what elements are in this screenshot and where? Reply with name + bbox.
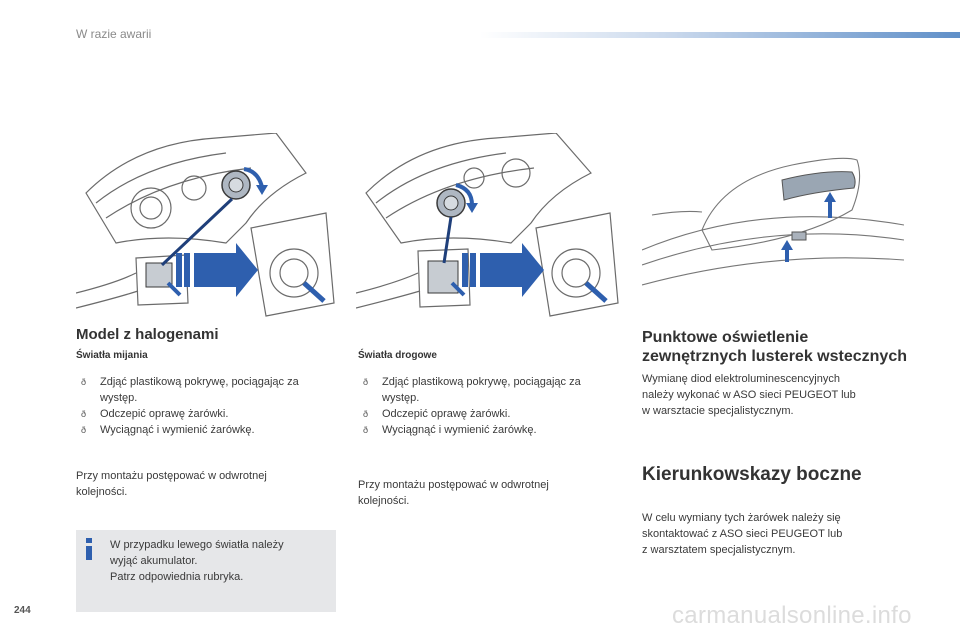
info-text: W przypadku lewego światła należy wyjąć akumulator. Patrz odpowiednia rubryka. (110, 539, 284, 583)
mirror-illustration (642, 140, 904, 290)
info-icon (84, 538, 94, 560)
list-item: ð Wyciągnąć i wymienić żarówkę. (76, 422, 336, 438)
section-header: W razie awarii (76, 27, 152, 41)
side-indicators-title: Kierunkowskazy boczne (642, 464, 862, 485)
low-beam-note: Przy montażu postępować w odwrotnej kolejności. (76, 470, 267, 498)
mirror-lights-text: Wymianę diod elektroluminescencyjnych należy wykonać w ASO sieci PEUGEOT lub w warsztacie specjalistycznym. (642, 373, 856, 417)
list-item: ð Zdjąć plastikową pokrywę, pociągając za występ. (358, 374, 620, 406)
high-beam-steps (358, 374, 620, 438)
low-beam-title: Światła mijania (76, 350, 148, 361)
high-beam-illustration (356, 133, 620, 318)
list-item: ð Odczepić oprawę żarówki. (76, 406, 336, 422)
info-box (76, 530, 336, 612)
header-bar (480, 32, 960, 38)
halogen-model-title: Model z halogenami (76, 326, 219, 343)
low-beam-steps (76, 374, 336, 438)
high-beam-note: Przy montażu postępować w odwrotnej kolejności. (358, 479, 549, 507)
low-beam-illustration (76, 133, 336, 318)
list-item: ð Zdjąć plastikową pokrywę, pociągając za występ. (76, 374, 336, 406)
watermark: carmanualsonline.info (672, 602, 912, 629)
page-number: 244 (14, 605, 31, 616)
side-indicators-text: W celu wymiany tych żarówek należy się skontaktować z ASO sieci PEUGEOT lub z warsztatem specjalistycznym. (642, 512, 843, 556)
mirror-lights-title: Punktowe oświetlenie zewnętrznych lusterek wstecznych (642, 329, 907, 365)
list-item: ð Wyciągnąć i wymienić żarówkę. (358, 422, 620, 438)
high-beam-title: Światła drogowe (358, 350, 437, 361)
list-item: ð Odczepić oprawę żarówki. (358, 406, 620, 422)
